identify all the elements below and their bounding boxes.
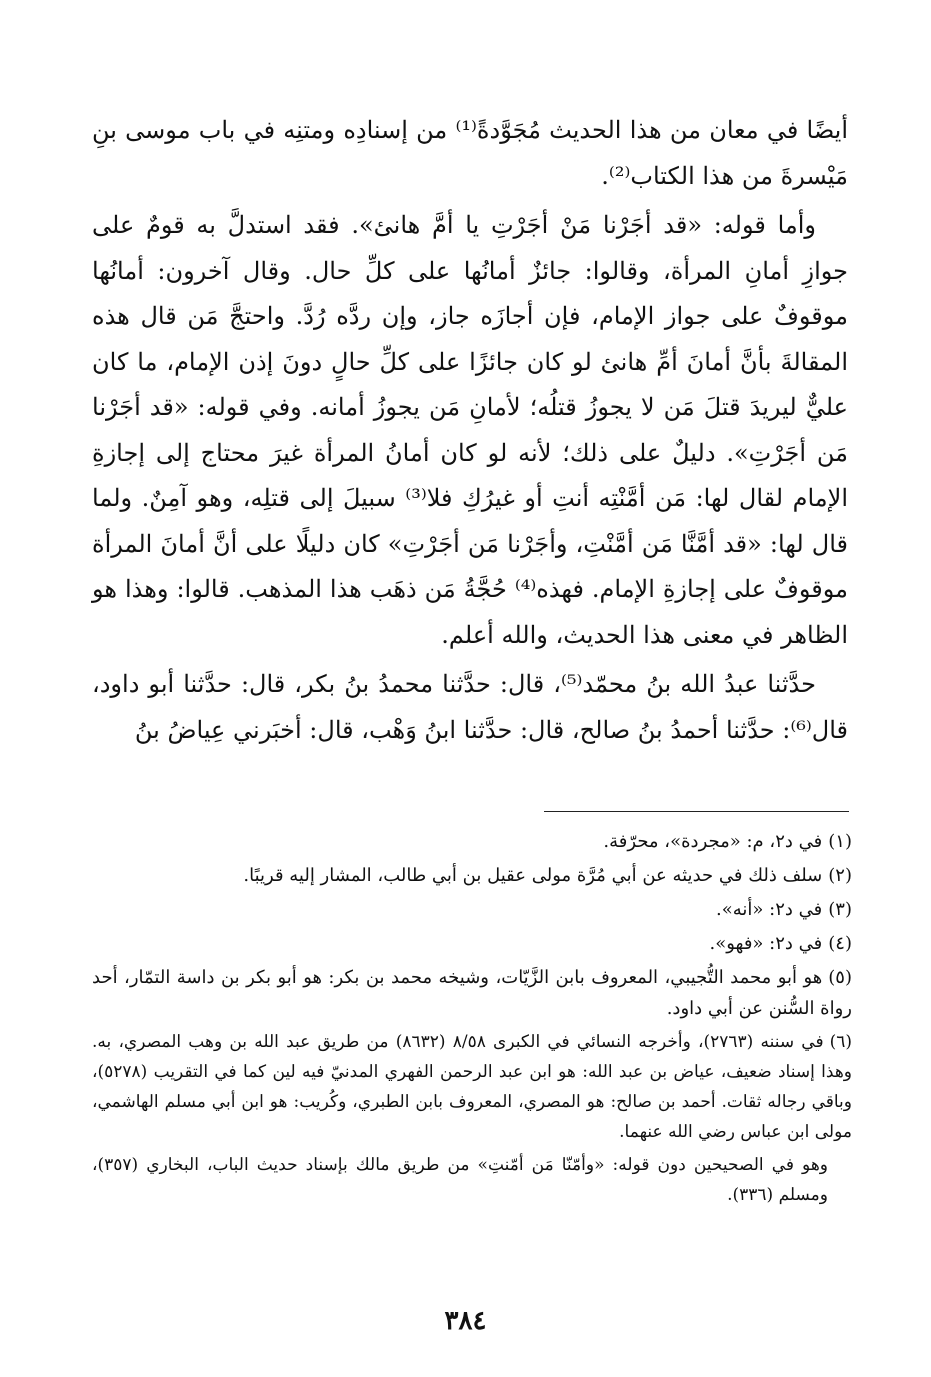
footnote-6-continuation: وهو في الصحيحين دون قوله: «وأمّنّا مَن أمّنتِ» من طريق مالك بإسناد حديث الباب، البخاري (٣٥٧)، ومسلم (٣٣٦). [92, 1155, 828, 1205]
paragraph-3: حدَّثنا عبدُ الله بنُ محمّد⁽⁵⁾، قال: حدَّثنا محمدُ بنُ بكر، قال: حدَّثنا أبو داود، قال⁽⁶⁾: حدَّثنا أحمدُ بنُ صالح، قال: حدَّثنا ابنُ وَهْب، قال: أخبَرني عِياضُ بنُ [92, 670, 848, 744]
footnote-text: في د٢: «فهو». [709, 933, 823, 954]
main-text [92, 108, 848, 757]
footnote-number: (٢) [828, 865, 852, 886]
paragraph-2: وأما قوله: «قد أجَرْنا مَنْ أجَرْتِ يا أمَّ هانئ». فقد استدلَّ به قومٌ على جوازِ أمانِ المرأة، وقالوا: جائزٌ أمانُها على كلِّ حال. وقال آخرون: أمانُها موقوفٌ على جواز الإمام، فإن أجازَه جاز، وإن ردَّه رُدَّ. واحتجَّ مَن قال هذه المقالةَ بأنَّ أمانَ أمِّ هانئ لو كان جائزًا على كلِّ حالٍ دونَ إذن الإمام، ما كان عليٌّ ليريدَ قتلَ مَن لا يجوزُ قتلُه؛ لأمانِ مَن يجوزُ أمانه. وفي قوله: «قد أجَرْنا مَن أجَرْتِ». دليلٌ على ذلك؛ لأنه لو كان أمانُ المرأة غيرَ محتاج إلى إجازةِ الإمام لقال لها: مَن أمَّنْتِه أنتِ أو غيرُكِ فلا⁽³⁾ سبيلَ إلى قتلِه، وهو آمِنٌ. ولما قال لها: «قد أمَّنَّا مَن أمَّنْتِ، وأجَرْنا مَن أجَرْتِ» كان دليلًا على أنَّ أمانَ المرأة موقوفٌ على إجازةِ الإمام. فهذه⁽⁴⁾ حُجَّةُ مَن ذهَب هذا المذهب. قالوا: وهذا هو الظاهر في معنى هذا الحديث، والله أعلم. [92, 211, 849, 649]
footnote-number: (٤) [828, 933, 852, 954]
footnote-text: في د٢، م: «مجردة»، محرّفة. [603, 831, 823, 852]
footnote-3 [92, 894, 852, 925]
footnote-number: (١) [828, 831, 852, 852]
footnote-1 [92, 826, 852, 857]
footnote-text: في د٢: «أنه». [716, 899, 823, 920]
footnote-text: في سننه (٢٧٦٣)، وأخرجه النسائي في الكبرى ٨/٥٨ (٨٦٣٢) من طريق عبد الله بن وهب المصري، به. وهذا إسناد ضعيف، عياض بن عبد الله: هو ابن عبد الرحمن الفهري المدنيّ فيه لين كما في التقريب (٥٢٧٨)، وباقي رجاله ثقات. أحمد بن صالح: هو المصري، المعروف بابن الطبري، وكُريب: هو ابن أبي مسلم الهاشمي، مولى ابن عباس رضي الله عنهما. [92, 1032, 852, 1142]
footnote-separator [544, 811, 849, 812]
footnote-5 [92, 962, 852, 1024]
paragraph-1: أيضًا في معان من هذا الحديث مُجَوَّدةً⁽¹⁾ من إسنادِه ومتنِه في باب موسى بنِ مَيْسرةَ من هذا الكتاب⁽²⁾. [92, 116, 848, 190]
footnote-2 [92, 860, 852, 891]
footnote-text: سلف ذلك في حديثه عن أبي مُرَّة مولى عقيل بن أبي طالب، المشار إليه قريبًا. [243, 865, 823, 886]
footnote-6 [92, 1027, 852, 1147]
footnote-4 [92, 928, 852, 959]
page-number: ٣٨٤ [444, 1306, 487, 1336]
footnote-text: هو أبو محمد التُّجيبي، المعروف بابن الزَّيّات، وشيخه محمد بن بكر: هو أبو بكر بن داسة التمّار، أحد رواة السُّنن عن أبي داود. [92, 967, 852, 1019]
footnote-number: (٣) [828, 899, 852, 920]
footnote-number: (٦) [829, 1032, 852, 1052]
footnote-number: (٥) [828, 967, 852, 988]
footnotes [92, 826, 852, 1210]
